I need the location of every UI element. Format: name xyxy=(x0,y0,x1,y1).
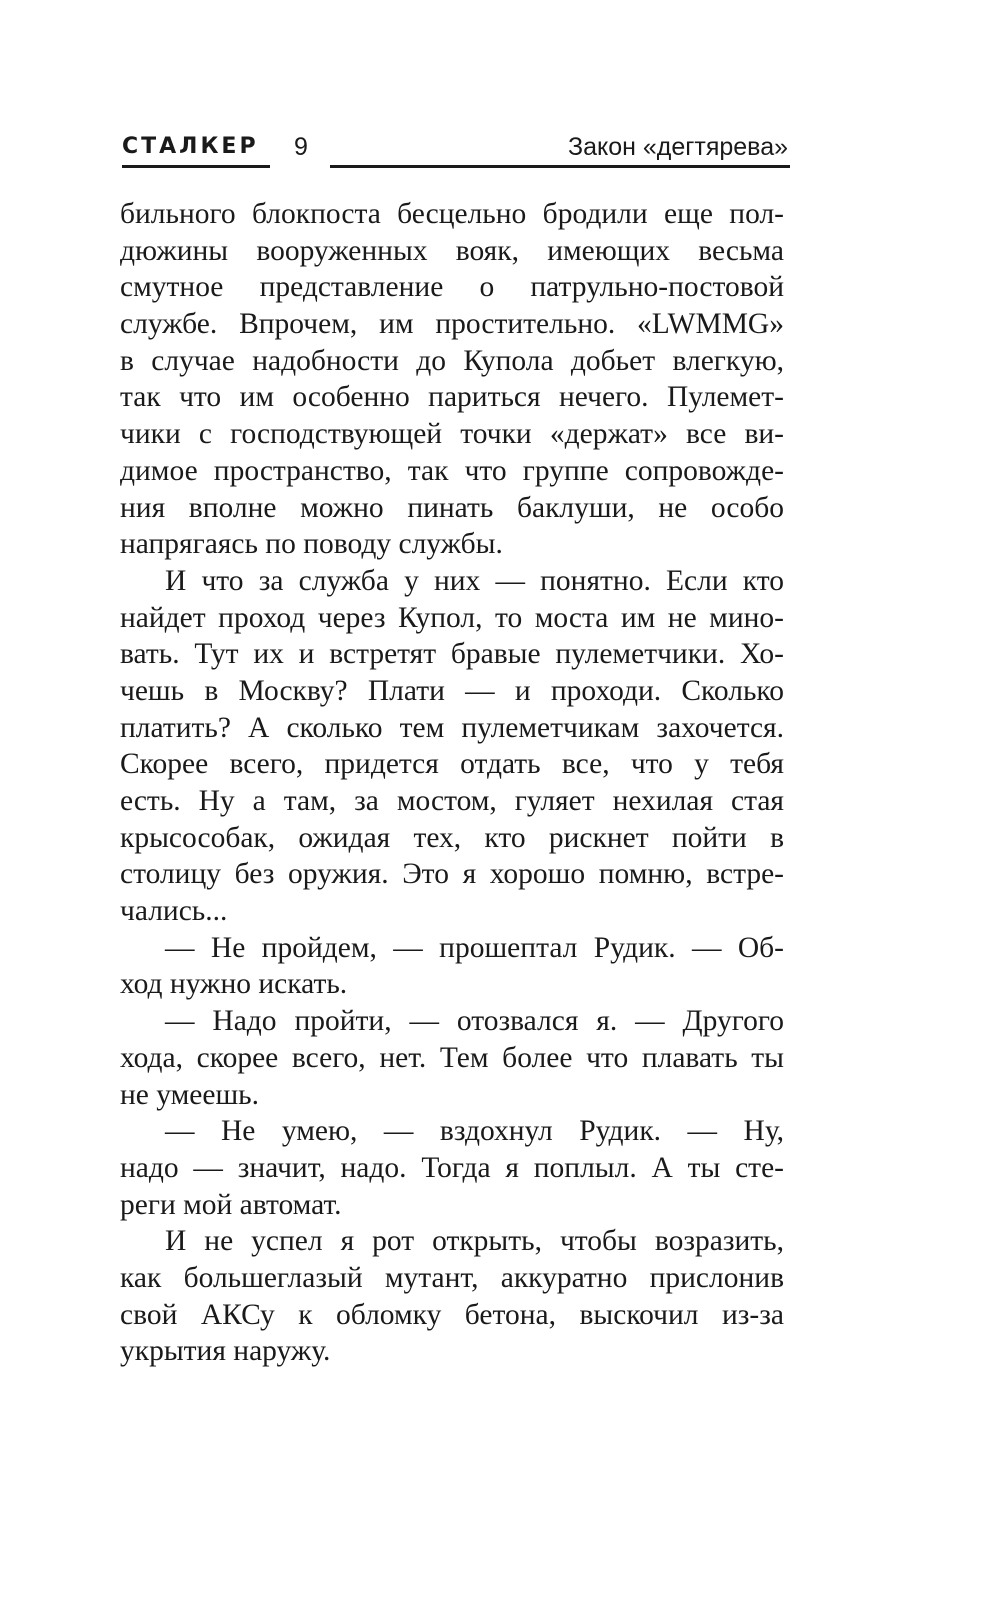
text-line: надо — значит, надо. Тогда я поплыл. А ты сте- xyxy=(120,1151,784,1184)
text-line: Скорее всего, придется отдать все, что у тебя xyxy=(120,748,784,781)
text-line: так что им особенно париться нечего. Пулемет- xyxy=(120,381,784,414)
text-line: димое пространство, так что группе сопровожде- xyxy=(120,454,784,487)
text-line: смутное представление о патрульно-постовой xyxy=(120,271,784,304)
text-line: И не успел я рот открыть, чтобы возразить, xyxy=(165,1225,784,1258)
text-line: свой АКСу к обломку бетона, выскочил из-за xyxy=(120,1298,784,1331)
text-line: платить? А сколько тем пулеметчикам захочется. xyxy=(120,711,784,744)
text-line: — Не умею, — вздохнул Рудик. — Ну, xyxy=(165,1115,784,1148)
text-line: чешь в Москву? Плати — и проходи. Сколько xyxy=(120,674,784,707)
text-line: реги мой автомат. xyxy=(120,1188,342,1221)
text-line: укрытия наружу. xyxy=(120,1335,331,1368)
text-line: вать. Тут их и встретят бравые пулеметчики. Хо- xyxy=(120,638,784,671)
header-rule-right xyxy=(330,165,790,168)
text-line: хода, скорее всего, нет. Тем более что плавать ты xyxy=(120,1041,784,1074)
series-name: СТАЛКЕР xyxy=(122,134,259,159)
text-line: службе. Впрочем, им простительно. «LWMMG» xyxy=(120,308,784,341)
text-line: как большеглазый мутант, аккуратно прислонив xyxy=(120,1261,784,1294)
text-line: не умеешь. xyxy=(120,1078,260,1111)
text-line: столицу без оружия. Это я хорошо помню, встре- xyxy=(120,858,784,891)
body-text xyxy=(120,196,784,1370)
text-line: — Надо пройти, — отозвался я. — Другого xyxy=(165,1005,784,1038)
text-line: бильного блокпоста бесцельно бродили еще пол- xyxy=(120,198,784,230)
text-line: в случае надобности до Купола добьет влегкую, xyxy=(120,344,784,377)
text-line: ния вполне можно пинать баклуши, не особо xyxy=(120,491,784,524)
book-title: Закон «дегтярева» xyxy=(568,133,788,161)
text-line: чались... xyxy=(120,895,228,928)
running-head xyxy=(122,132,790,172)
text-line: ход нужно искать. xyxy=(120,968,348,1001)
text-line: есть. Ну а там, за мостом, гуляет нехилая стая xyxy=(120,785,784,817)
header-rule-left xyxy=(122,165,270,168)
text-line: — Не пройдем, — прошептал Рудик. — Об- xyxy=(165,931,784,964)
page-number: 9 xyxy=(294,133,308,161)
text-line: найдет проход через Купол, то моста им не мино- xyxy=(120,601,784,634)
text-line: напрягаясь по поводу службы. xyxy=(120,528,503,561)
text-line: крысособак, ожидая тех, кто рискнет пойти в xyxy=(120,821,784,854)
text-line: чики с господствующей точки «держат» все ви- xyxy=(120,418,784,451)
text-line: И что за служба у них — понятно. Если кто xyxy=(165,564,784,597)
text-line: дюжины вооруженных вояк, имеющих весьма xyxy=(120,234,784,267)
